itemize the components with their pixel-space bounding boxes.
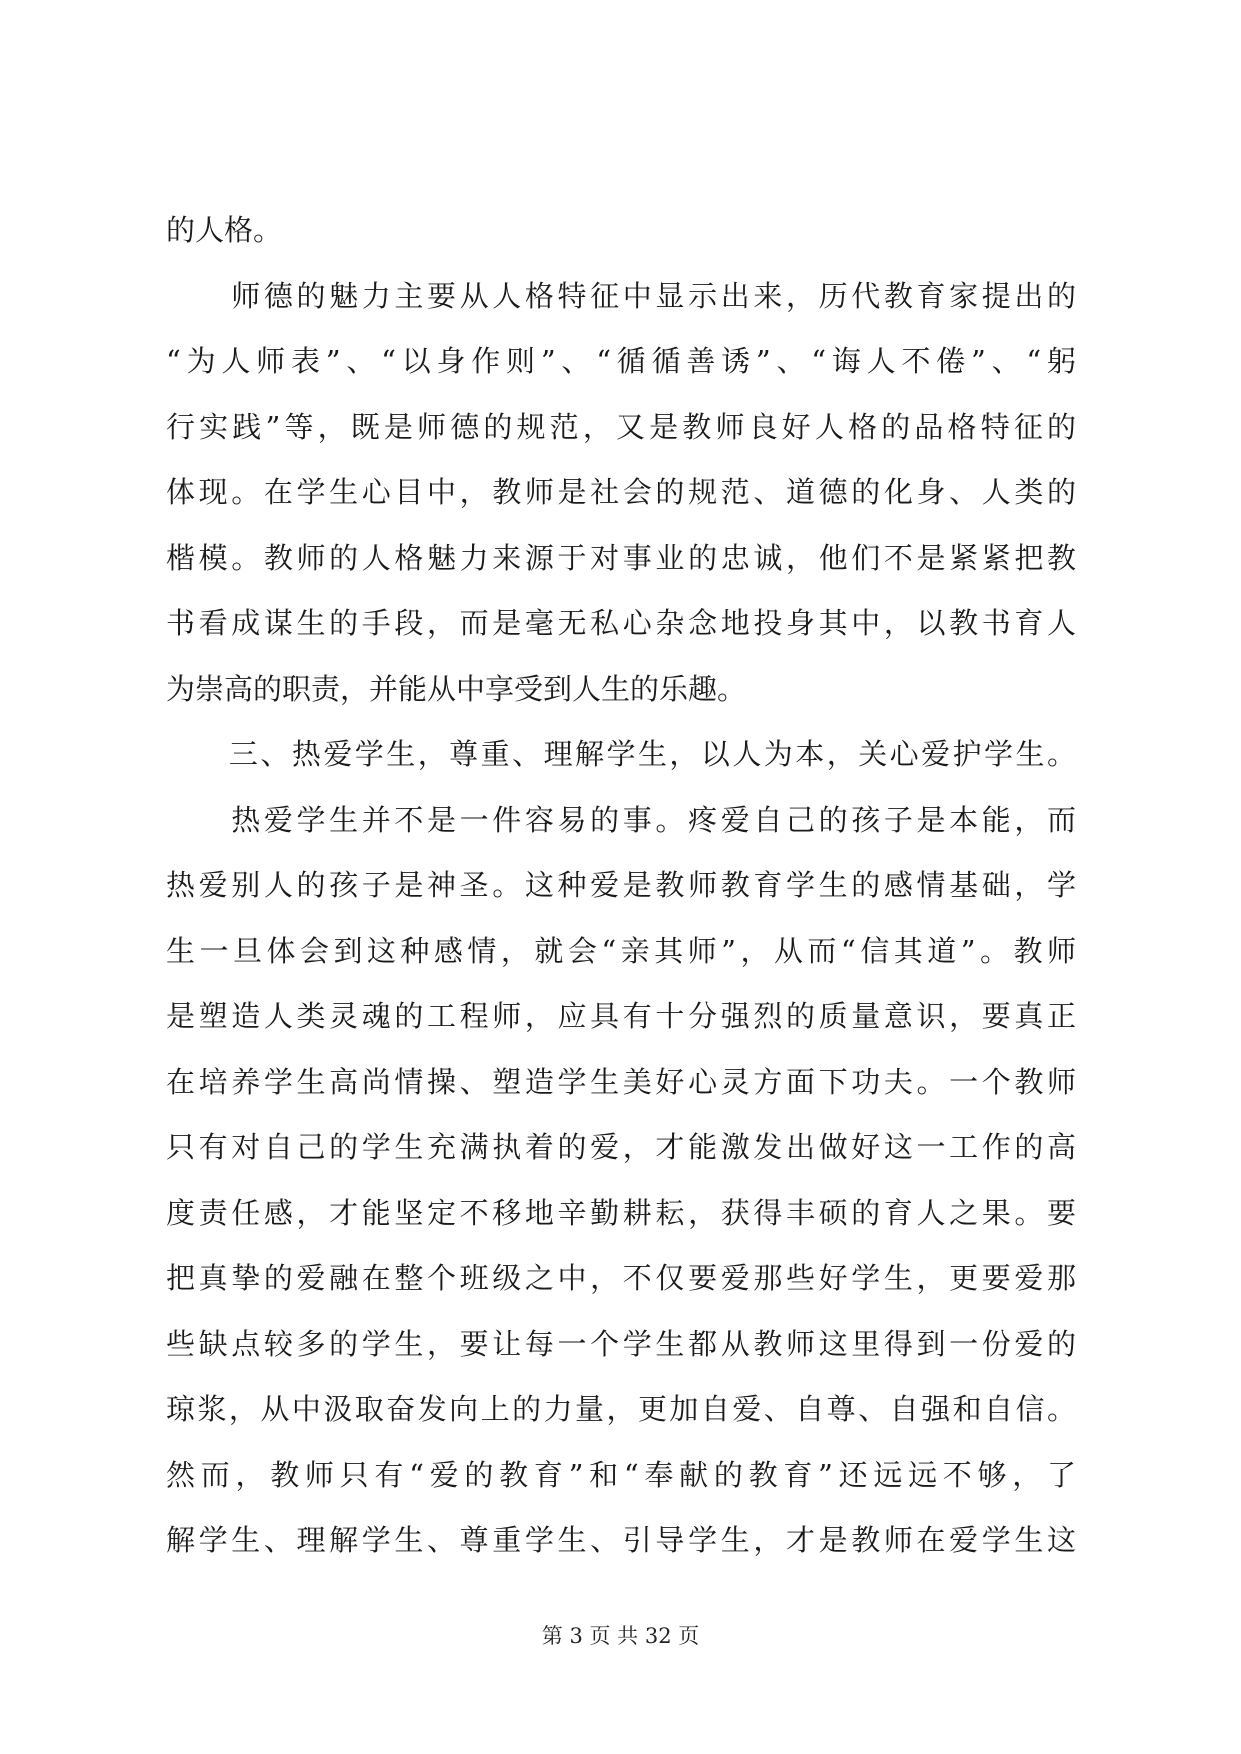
text-line: 解学生、理解学生、尊重学生、引导学生，才是教师在爱学生这 [166, 1523, 1076, 1557]
text-line: 只有对自己的学生充满执着的爱，才能激发出做好这一工作的高 [166, 1130, 1076, 1164]
text-line: 琼浆，从中汲取奋发向上的力量，更加自爱、自尊、自强和自信。 [166, 1392, 1076, 1426]
text-line: 生一旦体会到这种感情，就会“亲其师”，从而“信其道”。教师 [166, 933, 1076, 968]
text-line: 的人格。 [166, 213, 283, 247]
text-line: 些缺点较多的学生，要让每一个学生都从教师这里得到一份爱的 [166, 1326, 1076, 1361]
text-line: 在培养学生高尚情操、塑造学生美好心灵方面下功夫。一个教师 [166, 1064, 1076, 1099]
body-text [166, 198, 1076, 1574]
text-line: 三、热爱学生，尊重、理解学生，以人为本，关心爱护学生。 [166, 737, 1076, 771]
text-line: 书看成谋生的手段，而是毫无私心杂念地投身其中，以教书育人 [166, 606, 1076, 640]
text-line: 师德的魅力主要从人格特征中显示出来，历代教育家提出的 [166, 278, 1076, 313]
page-footer: 第 3 页 共 32 页 [541, 1624, 700, 1648]
text-line: 是塑造人类灵魂的工程师，应具有十分强烈的质量意识，要真正 [166, 999, 1076, 1033]
text-line: 热爱学生并不是一件容易的事。疼爱自己的孩子是本能，而 [166, 802, 1076, 837]
text-line: 然而，教师只有“爱的教育”和“奉献的教育”还远远不够，了 [166, 1457, 1076, 1492]
text-line: 行实践”等，既是师德的规范，又是教师良好人格的品格特征的 [166, 409, 1076, 444]
text-line: 度责任感，才能坚定不移地辛勤耕耘，获得丰硕的育人之果。要 [166, 1195, 1076, 1230]
text-line: 把真挚的爱融在整个班级之中，不仅要爱那些好学生，更要爱那 [166, 1261, 1076, 1295]
text-line: 楷模。教师的人格魅力来源于对事业的忠诚，他们不是紧紧把教 [166, 540, 1076, 575]
text-line: 热爱别人的孩子是神圣。这种爱是教师教育学生的感情基础，学 [166, 868, 1076, 902]
text-line: 为崇高的职责，并能从中享受到人生的乐趣。 [166, 671, 747, 706]
text-line: “为人师表”、“以身作则”、“循循善诱”、“诲人不倦”、“躬 [166, 344, 1076, 378]
text-line: 体现。在学生心目中，教师是社会的规范、道德的化身、人类的 [166, 475, 1076, 509]
